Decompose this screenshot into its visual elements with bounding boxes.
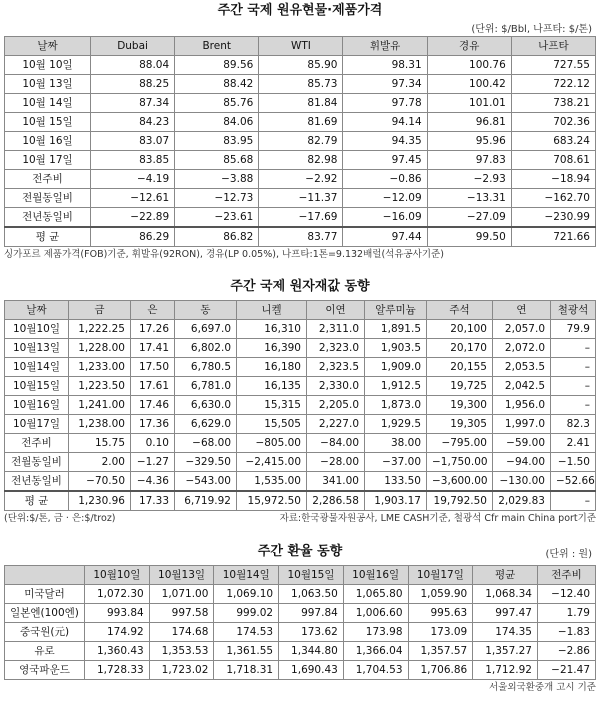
table-cell: −2,415.00 [237, 453, 307, 472]
table-cell: 2,227.0 [307, 415, 365, 434]
fx-column-header: 10월14일 [214, 566, 279, 585]
table-row [5, 132, 596, 151]
oil-column-header: Brent [175, 37, 259, 56]
table-cell: 16,390 [237, 339, 307, 358]
table-row [5, 661, 596, 680]
table-cell: 85.73 [259, 75, 343, 94]
table-cell: 19,300 [427, 396, 493, 415]
table-cell: −16.09 [343, 208, 427, 228]
table-cell: 1,706.86 [408, 661, 473, 680]
table-cell: 173.62 [279, 623, 344, 642]
table-cell: −11.37 [259, 189, 343, 208]
table-cell: −805.00 [237, 434, 307, 453]
table-cell: 2,029.83 [493, 491, 551, 511]
table-cell: −12.09 [343, 189, 427, 208]
row-label: 평 균 [5, 491, 69, 511]
table-cell: −27.09 [427, 208, 511, 228]
table-cell: 1,238.00 [69, 415, 131, 434]
table-cell: 1,903.17 [365, 491, 427, 511]
metals-column-header: 이연 [307, 301, 365, 320]
table-row [5, 208, 596, 228]
row-label: 일본엔(100엔) [5, 604, 85, 623]
table-cell: 1,903.5 [365, 339, 427, 358]
table-cell: 17.50 [131, 358, 175, 377]
table-cell: −22.89 [91, 208, 175, 228]
table-cell: −13.31 [427, 189, 511, 208]
table-cell: 15,972.50 [237, 491, 307, 511]
table-cell: 6,697.0 [175, 320, 237, 339]
table-cell: 2,286.58 [307, 491, 365, 511]
table-cell: 1,241.00 [69, 396, 131, 415]
table-cell: −23.61 [175, 208, 259, 228]
oil-price-unit-note: (단위: $/Bbl, 나프타: $/톤) [471, 24, 592, 35]
table-cell: 81.69 [259, 113, 343, 132]
table-cell: −28.00 [307, 453, 365, 472]
table-cell: −17.69 [259, 208, 343, 228]
metals-column-header: 동 [175, 301, 237, 320]
table-cell: 97.45 [343, 151, 427, 170]
fx-unit-note: (단위 : 원) [545, 549, 592, 560]
table-cell: 1,059.90 [408, 585, 473, 604]
table-cell: 15.75 [69, 434, 131, 453]
oil-price-footnote: 싱가포르 제품가격(FOB)기준, 휘발유(92RON), 경유(LP 0.05%), 나프타:1톤=9.132배럴(석유공사기준) [4, 249, 444, 260]
table-cell: 1,929.5 [365, 415, 427, 434]
oil-column-header: Dubai [91, 37, 175, 56]
table-row [5, 56, 596, 75]
table-cell: −1.27 [131, 453, 175, 472]
table-cell: 1,718.31 [214, 661, 279, 680]
table-cell: −12.73 [175, 189, 259, 208]
table-cell: 1,063.50 [279, 585, 344, 604]
table-cell: 6,629.0 [175, 415, 237, 434]
row-label: 10월 16일 [5, 132, 91, 151]
table-cell: −130.00 [493, 472, 551, 492]
row-label: 전년동일비 [5, 472, 69, 492]
table-row [5, 75, 596, 94]
table-cell: 16,310 [237, 320, 307, 339]
table-cell: 82.98 [259, 151, 343, 170]
table-row [5, 320, 596, 339]
table-cell: 83.07 [91, 132, 175, 151]
table-row [5, 396, 596, 415]
table-cell: 173.09 [408, 623, 473, 642]
table-cell: 84.23 [91, 113, 175, 132]
table-cell: 83.95 [175, 132, 259, 151]
table-cell: 86.29 [91, 227, 175, 247]
table-cell: 997.58 [149, 604, 214, 623]
row-label: 전월동일비 [5, 453, 69, 472]
table-cell: 81.84 [259, 94, 343, 113]
row-label: 전주비 [5, 170, 91, 189]
table-cell: – [551, 396, 596, 415]
table-cell: 17.36 [131, 415, 175, 434]
table-cell: – [551, 339, 596, 358]
table-cell: 1,366.04 [343, 642, 408, 661]
table-cell: 1.79 [538, 604, 596, 623]
table-cell: −4.36 [131, 472, 175, 492]
oil-column-header: WTI [259, 37, 343, 56]
table-cell: 2,330.0 [307, 377, 365, 396]
table-cell: 20,100 [427, 320, 493, 339]
table-cell: 1,997.0 [493, 415, 551, 434]
oil-column-header: 날짜 [5, 37, 91, 56]
table-row [5, 339, 596, 358]
table-cell: 95.96 [427, 132, 511, 151]
table-cell: −59.00 [493, 434, 551, 453]
table-cell: 17.41 [131, 339, 175, 358]
table-cell: 86.82 [175, 227, 259, 247]
table-cell: 1,361.55 [214, 642, 279, 661]
metal-price-table [4, 300, 596, 511]
row-label: 전년동일비 [5, 208, 91, 228]
metal-source-note: 자료:한국광물자원공사, LME CASH기준, 철광석 Cfr main China port기준 [279, 513, 596, 524]
fx-rate-table [4, 565, 596, 680]
table-cell: −3,600.00 [427, 472, 493, 492]
table-cell: −230.99 [511, 208, 595, 228]
metals-column-header: 철광석 [551, 301, 596, 320]
table-cell: 88.42 [175, 75, 259, 94]
table-cell: 17.61 [131, 377, 175, 396]
table-cell: 1,704.53 [343, 661, 408, 680]
table-cell: 1,535.00 [237, 472, 307, 492]
table-cell: 19,725 [427, 377, 493, 396]
table-cell: 727.55 [511, 56, 595, 75]
table-cell: 1,006.60 [343, 604, 408, 623]
table-cell: −162.70 [511, 189, 595, 208]
table-cell: – [551, 358, 596, 377]
table-cell: 2,042.5 [493, 377, 551, 396]
fx-column-header: 10월16일 [343, 566, 408, 585]
table-cell: −12.40 [538, 585, 596, 604]
table-cell: 1,912.5 [365, 377, 427, 396]
table-cell: −4.19 [91, 170, 175, 189]
table-cell: 1,909.0 [365, 358, 427, 377]
table-cell: 1,956.0 [493, 396, 551, 415]
table-cell: −543.00 [175, 472, 237, 492]
table-cell: −12.61 [91, 189, 175, 208]
table-cell: 15,505 [237, 415, 307, 434]
table-cell: 133.50 [365, 472, 427, 492]
fx-column-header: 10월17일 [408, 566, 473, 585]
table-cell: 997.47 [473, 604, 538, 623]
table-cell: 683.24 [511, 132, 595, 151]
table-cell: 738.21 [511, 94, 595, 113]
table-cell: −37.00 [365, 453, 427, 472]
table-cell: 2.41 [551, 434, 596, 453]
row-label: 미국달러 [5, 585, 85, 604]
metals-column-header: 금 [69, 301, 131, 320]
table-cell: −0.86 [343, 170, 427, 189]
table-cell: 96.81 [427, 113, 511, 132]
table-cell: 0.10 [131, 434, 175, 453]
table-cell: 89.56 [175, 56, 259, 75]
table-cell: 1,357.57 [408, 642, 473, 661]
row-label: 10월 15일 [5, 113, 91, 132]
table-cell: – [551, 491, 596, 511]
table-cell: 19,305 [427, 415, 493, 434]
table-cell: −1,750.00 [427, 453, 493, 472]
table-cell: 1,344.80 [279, 642, 344, 661]
fx-source-note: 서울외국환중개 고시 기준 [489, 682, 596, 693]
table-cell: – [551, 377, 596, 396]
table-cell: 722.12 [511, 75, 595, 94]
table-cell: 1,228.00 [69, 339, 131, 358]
table-row [5, 434, 596, 453]
table-cell: 82.3 [551, 415, 596, 434]
table-cell: 85.90 [259, 56, 343, 75]
table-cell: 702.36 [511, 113, 595, 132]
row-label: 10월 17일 [5, 151, 91, 170]
metal-unit-note: (단위:$/톤, 금 · 은:$/troz) [4, 513, 116, 524]
table-cell: 20,170 [427, 339, 493, 358]
row-label: 10월10일 [5, 320, 69, 339]
row-label: 평 균 [5, 227, 91, 247]
table-cell: 97.83 [427, 151, 511, 170]
fx-column-header: 10월15일 [279, 566, 344, 585]
table-cell: 2.00 [69, 453, 131, 472]
table-cell: 83.77 [259, 227, 343, 247]
table-cell: −2.86 [538, 642, 596, 661]
row-label: 영국파운드 [5, 661, 85, 680]
table-cell: 1,233.00 [69, 358, 131, 377]
table-cell: 6,719.92 [175, 491, 237, 511]
table-cell: 721.66 [511, 227, 595, 247]
row-label: 10월 14일 [5, 94, 91, 113]
metals-column-header: 날짜 [5, 301, 69, 320]
row-label: 10월14일 [5, 358, 69, 377]
table-cell: 999.02 [214, 604, 279, 623]
table-cell: 1,065.80 [343, 585, 408, 604]
table-cell: 1,357.27 [473, 642, 538, 661]
table-cell: 101.01 [427, 94, 511, 113]
table-cell: 17.33 [131, 491, 175, 511]
table-cell: −94.00 [493, 453, 551, 472]
table-cell: 174.35 [473, 623, 538, 642]
oil-price-section [4, 2, 596, 263]
table-row [5, 453, 596, 472]
row-label: 10월 10일 [5, 56, 91, 75]
table-cell: 97.34 [343, 75, 427, 94]
oil-column-header: 나프타 [511, 37, 595, 56]
table-cell: 16,180 [237, 358, 307, 377]
table-cell: 94.14 [343, 113, 427, 132]
row-label: 전주비 [5, 434, 69, 453]
table-cell: 85.76 [175, 94, 259, 113]
table-cell: 6,630.0 [175, 396, 237, 415]
oil-price-table [4, 36, 596, 247]
table-cell: −84.00 [307, 434, 365, 453]
oil-price-title: 주간 국제 원유현물·제품가격 [217, 3, 383, 18]
table-row [5, 377, 596, 396]
table-cell: 2,072.0 [493, 339, 551, 358]
fx-column-header: 전주비 [538, 566, 596, 585]
table-cell: 1,068.34 [473, 585, 538, 604]
table-cell: 174.68 [149, 623, 214, 642]
table-cell: 2,053.5 [493, 358, 551, 377]
table-row [5, 358, 596, 377]
table-row [5, 472, 596, 492]
metals-column-header: 니켈 [237, 301, 307, 320]
table-cell: 85.68 [175, 151, 259, 170]
row-label: 중국원(元) [5, 623, 85, 642]
row-label: 10월 13일 [5, 75, 91, 94]
table-cell: −21.47 [538, 661, 596, 680]
table-cell: 1,223.50 [69, 377, 131, 396]
table-cell: 2,323.0 [307, 339, 365, 358]
table-cell: 1,873.0 [365, 396, 427, 415]
table-cell: −18.94 [511, 170, 595, 189]
table-cell: 94.35 [343, 132, 427, 151]
row-label: 유로 [5, 642, 85, 661]
oil-column-header: 경유 [427, 37, 511, 56]
metal-price-footnote [4, 511, 596, 527]
row-label: 10월17일 [5, 415, 69, 434]
table-row [5, 491, 596, 511]
metals-column-header: 주석 [427, 301, 493, 320]
row-label: 10월16일 [5, 396, 69, 415]
metal-price-section [4, 278, 596, 527]
table-cell: 997.84 [279, 604, 344, 623]
table-cell: 87.34 [91, 94, 175, 113]
table-cell: 1,690.43 [279, 661, 344, 680]
table-cell: −52.66 [551, 472, 596, 492]
table-cell: 15,315 [237, 396, 307, 415]
row-label: 전월동일비 [5, 189, 91, 208]
table-cell: 83.85 [91, 151, 175, 170]
table-cell: 993.84 [85, 604, 150, 623]
table-cell: 6,781.0 [175, 377, 237, 396]
table-cell: 19,792.50 [427, 491, 493, 511]
table-row [5, 151, 596, 170]
table-cell: 995.63 [408, 604, 473, 623]
table-cell: 98.31 [343, 56, 427, 75]
fx-column-header: 평균 [473, 566, 538, 585]
row-label: 10월13일 [5, 339, 69, 358]
table-cell: 97.44 [343, 227, 427, 247]
table-cell: 1,353.53 [149, 642, 214, 661]
table-cell: −2.93 [427, 170, 511, 189]
table-cell: 17.26 [131, 320, 175, 339]
table-cell: 100.42 [427, 75, 511, 94]
table-row [5, 94, 596, 113]
table-cell: 17.46 [131, 396, 175, 415]
table-cell: 341.00 [307, 472, 365, 492]
table-cell: 173.98 [343, 623, 408, 642]
table-cell: 1,071.00 [149, 585, 214, 604]
table-cell: 708.61 [511, 151, 595, 170]
table-cell: 20,155 [427, 358, 493, 377]
table-cell: 2,057.0 [493, 320, 551, 339]
table-cell: 1,230.96 [69, 491, 131, 511]
table-cell: 79.9 [551, 320, 596, 339]
table-cell: 1,222.25 [69, 320, 131, 339]
table-cell: 88.25 [91, 75, 175, 94]
table-cell: −68.00 [175, 434, 237, 453]
fx-section [4, 543, 596, 696]
table-row [5, 170, 596, 189]
fx-column-header: 10월13일 [149, 566, 214, 585]
table-cell: 6,802.0 [175, 339, 237, 358]
table-cell: 174.92 [85, 623, 150, 642]
table-row [5, 585, 596, 604]
table-cell: −329.50 [175, 453, 237, 472]
table-cell: 88.04 [91, 56, 175, 75]
table-cell: 1,712.92 [473, 661, 538, 680]
table-cell: 1,360.43 [85, 642, 150, 661]
table-cell: −70.50 [69, 472, 131, 492]
table-cell: −1.83 [538, 623, 596, 642]
table-cell: 1,723.02 [149, 661, 214, 680]
row-label: 10월15일 [5, 377, 69, 396]
metals-column-header: 은 [131, 301, 175, 320]
metal-price-title: 주간 국제 원자재값 동향 [230, 279, 370, 294]
table-cell: 82.79 [259, 132, 343, 151]
metals-column-header: 연 [493, 301, 551, 320]
table-cell: 38.00 [365, 434, 427, 453]
fx-column-header [5, 566, 85, 585]
table-cell: 2,323.5 [307, 358, 365, 377]
table-cell: 2,311.0 [307, 320, 365, 339]
table-cell: 84.06 [175, 113, 259, 132]
table-cell: 6,780.5 [175, 358, 237, 377]
table-cell: −1.50 [551, 453, 596, 472]
table-cell: 99.50 [427, 227, 511, 247]
table-cell: 2,205.0 [307, 396, 365, 415]
fx-title: 주간 환율 동향 [257, 544, 343, 559]
table-row [5, 227, 596, 247]
table-row [5, 623, 596, 642]
fx-column-header: 10월10일 [85, 566, 150, 585]
table-row [5, 113, 596, 132]
table-cell: −2.92 [259, 170, 343, 189]
table-cell: 174.53 [214, 623, 279, 642]
table-cell: 97.78 [343, 94, 427, 113]
table-cell: 100.76 [427, 56, 511, 75]
table-cell: 1,728.33 [85, 661, 150, 680]
table-row [5, 189, 596, 208]
oil-column-header: 휘발유 [343, 37, 427, 56]
table-cell: 1,072.30 [85, 585, 150, 604]
table-cell: −3.88 [175, 170, 259, 189]
table-row [5, 642, 596, 661]
table-row [5, 604, 596, 623]
metals-column-header: 알루미늄 [365, 301, 427, 320]
table-row [5, 415, 596, 434]
table-cell: 1,069.10 [214, 585, 279, 604]
table-cell: 1,891.5 [365, 320, 427, 339]
table-cell: −795.00 [427, 434, 493, 453]
table-cell: 16,135 [237, 377, 307, 396]
